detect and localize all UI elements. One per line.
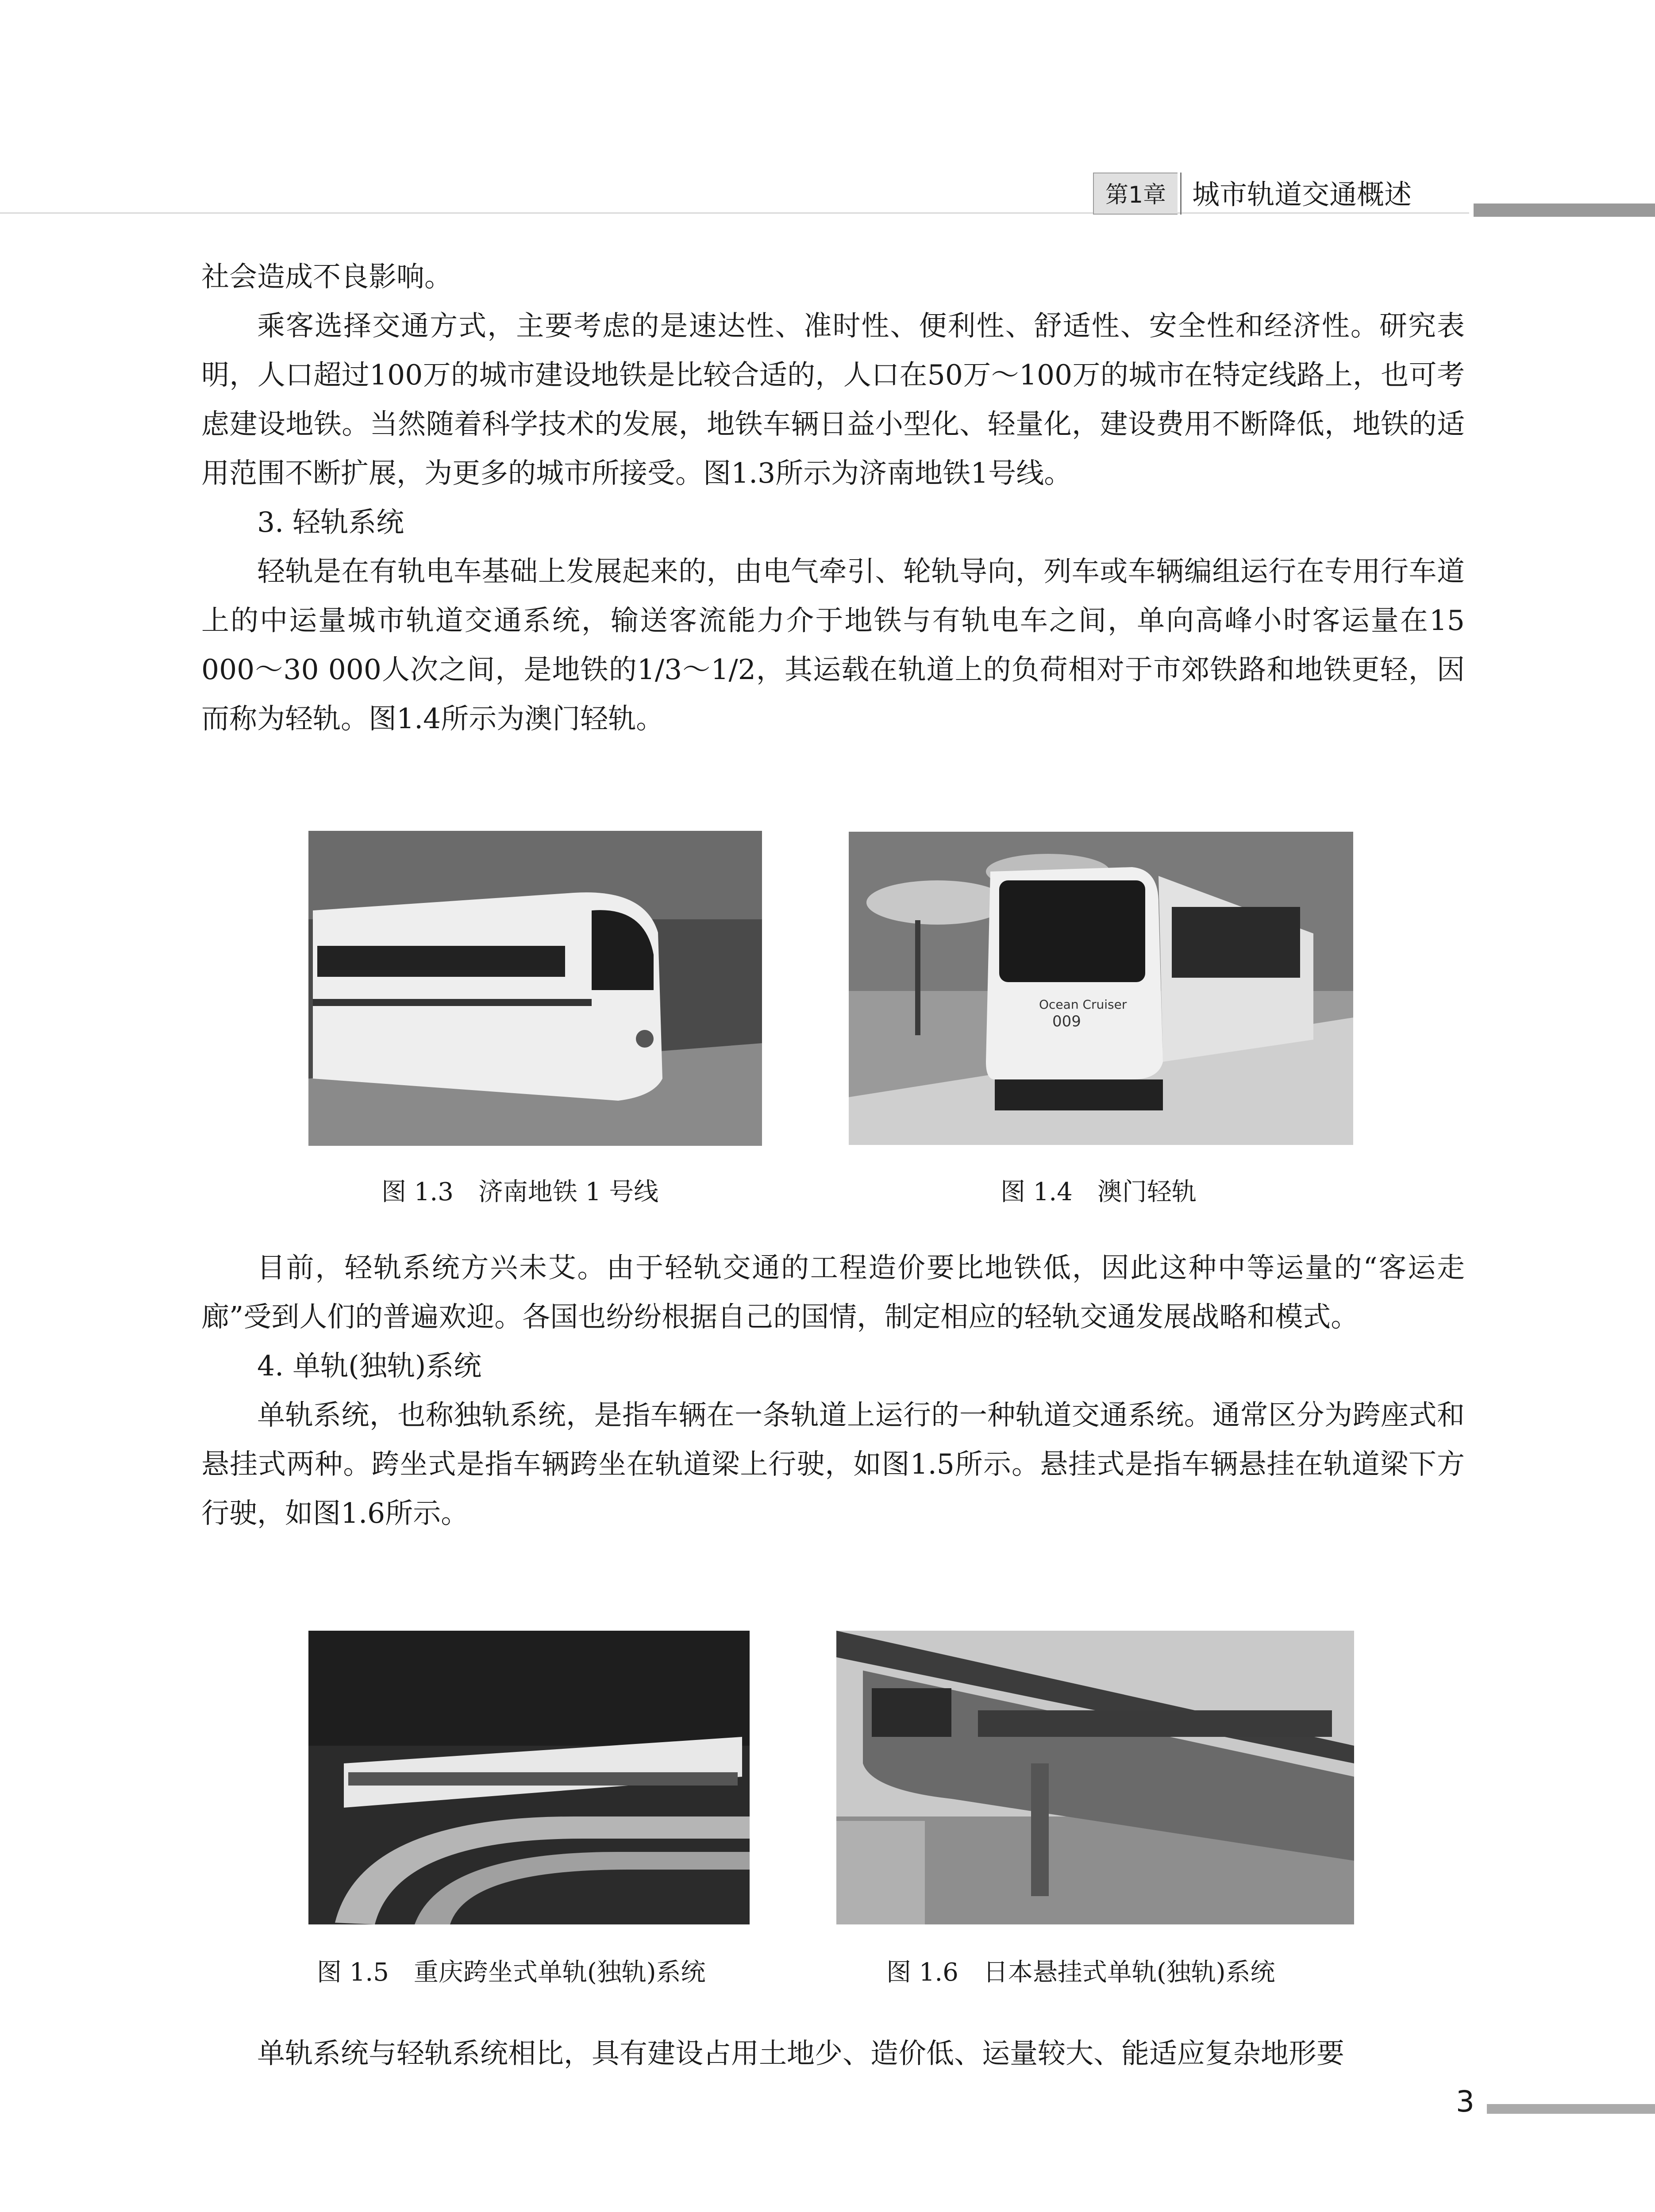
figure-caption: 图 1.4 澳门轻轨	[1001, 1178, 1197, 1206]
footer-accent-bar	[1487, 2104, 1655, 2114]
figure-caption: 图 1.6 日本悬挂式单轨(独轨)系统	[886, 1958, 1275, 1987]
section-heading: 3. 轻轨系统	[257, 506, 404, 538]
paragraph: 乘客选择交通方式，主要考虑的是速达性、准时性、便利性、舒适性、安全性和经济性。研究表明，人口超过100万的城市建设地铁是比较合适的，人口在50万～100万的城市在特定线路上，也可考虑建设地铁。当然随着科学技术的发展，地铁车辆日益小型化、轻量化，建设费用不断降低，地铁的适用范围不断扩展，为更多的城市所接受。图1.3所示为济南地铁1号线。	[201, 310, 1465, 489]
body-text-middle	[201, 1243, 1465, 1538]
page-number: 3	[1456, 2085, 1474, 2119]
paragraph: 目前，轻轨系统方兴未艾。由于轻轨交通的工程造价要比地铁低，因此这种中等运量的“客运走廊”受到人们的普遍欢迎。各国也纷纷根据自己的国情，制定相应的轻轨交通发展战略和模式。	[201, 1252, 1465, 1333]
paragraph: 社会造成不良影响。	[201, 261, 452, 293]
body-text-bottom	[201, 2029, 1465, 2078]
paragraph: 轻轨是在有轨电车基础上发展起来的，由电气牵引、轮轨导向，列车或车辆编组运行在专用行车道上的中运量城市轨道交通系统，输送客流能力介于地铁与有轨电车之间，单向高峰小时客运量在15 000～30 000人次之间，是地铁的1/3～1/2，其运载在轨道上的负荷相对于市郊铁路和地铁更轻，因而称为轻轨。图1.4所示为澳门轻轨。	[201, 555, 1465, 735]
train-number: 009	[1052, 1013, 1081, 1030]
figure-caption: 图 1.5 重庆跨坐式单轨(独轨)系统	[317, 1958, 706, 1987]
chapter-title: 城市轨道交通概述	[1180, 173, 1422, 215]
figure-jinan-metro-photo	[308, 831, 762, 1146]
header-accent-bar	[1474, 204, 1655, 217]
figure-japan-suspended-monorail-photo	[836, 1631, 1354, 1924]
section-heading: 4. 单轨(独轨)系统	[257, 1350, 482, 1382]
figure-macau-lrt-photo	[849, 832, 1353, 1145]
train-text: Ocean Cruiser	[1039, 997, 1127, 1012]
paragraph: 单轨系统与轻轨系统相比，具有建设占用土地少、造价低、运量较大、能适应复杂地形要	[257, 2037, 1344, 2070]
chapter-number: 第1章	[1093, 173, 1178, 215]
figure-chongqing-monorail-photo	[308, 1631, 750, 1924]
figure-caption: 图 1.3 济南地铁 1 号线	[381, 1178, 659, 1206]
running-header	[1093, 173, 1422, 215]
paragraph: 单轨系统，也称独轨系统，是指车辆在一条轨道上运行的一种轨道交通系统。通常区分为跨座式和悬挂式两种。跨坐式是指车辆跨坐在轨道梁上行驶，如图1.5所示。悬挂式是指车辆悬挂在轨道梁下方行驶，如图1.6所示。	[201, 1399, 1465, 1529]
body-text-top	[201, 252, 1465, 743]
